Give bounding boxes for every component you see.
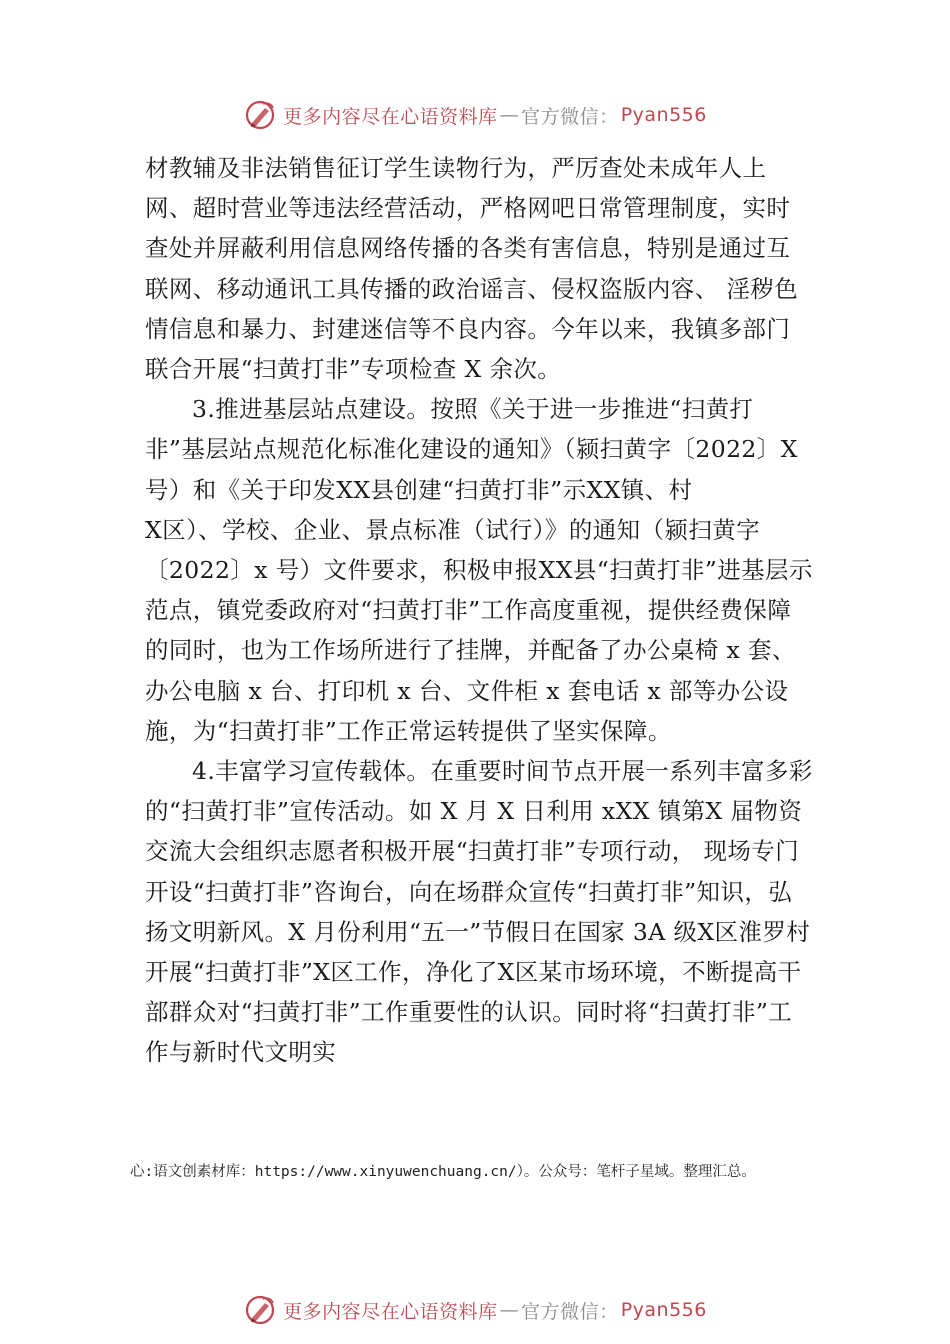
pen-circle-logo-icon (243, 1293, 277, 1327)
watermark-wechat-label: 官方微信： (521, 105, 619, 128)
watermark-brand: 更多内容尽在心语资料库 (283, 1300, 498, 1323)
paragraph-2: 3.推进基层站点建设。按照《关于进一步推进“扫黄打非”基层站点规范化标准化建设的通知》（颍扫黄字〔2022〕X 号）和《关于印发XX县创建“扫黄打非”示XX镇、村 (145, 395, 798, 504)
watermark-wechat-id: Pyan556 (620, 104, 707, 126)
footer-watermark (0, 1290, 950, 1330)
paragraph-3: X区）、学校、企业、景点标准（试行）》的通知（颍扫黄字〔2022〕x 号）文件要求，积极申报XX县“扫黄打非”进基层示范点，镇党委政府对“扫黄打非”工作高度重视，提供经费保障的同时，也为工作场所进行了挂牌，并配备了办公桌椅 x 套、办公电脑 x 台、打印机 x 台、文件柜 x 套电话 x 部等办公设施，为“扫黄打非”工作正常运转提供了坚实保障。 (145, 515, 813, 745)
paragraph-4: 4.丰富学习宣传载体。在重要时间节点开展一系列丰富多彩的“扫黄打非”宣传活动。如 X 月 X 日利用 xXX 镇第X 届物资交流大会组织志愿者积极开展“扫黄打非”专项行动， 现场专门开设“扫黄打非”咨询台，向在场群众宣传“扫黄打非”知识，弘扬文明新风。X 月份利用“五一”节假日在国家 3A 级X区淮罗村开展“扫黄打非”X区工作，净化了X区某市场环境，不断提高干部群众对“扫黄打非”工作重要性的认识。同时将“扫黄打非”工作与新时代文明实 (145, 757, 813, 1067)
watermark-wechat-id: Pyan556 (620, 1299, 707, 1321)
header-watermark (0, 95, 950, 135)
pen-circle-logo-icon (243, 98, 277, 132)
watermark-wechat-label: 官方微信： (521, 1300, 619, 1323)
paragraph-1: 材教辅及非法销售征订学生读物行为，严厉查处未成年人上网、超时营业等违法经营活动，严格网吧日常管理制度，实时查处并屏蔽利用信息网络传播的各类有害信息，特别是通过互联网、移动通讯工具传播的政治谣言、侵权盗版内容、 淫秽色情信息和暴力、封建迷信等不良内容。今年以来，我镇多部门联合开展“扫黄打非”专项检查 X 余次。 (145, 154, 799, 384)
watermark-separator: — (499, 1299, 520, 1321)
watermark-separator: — (499, 104, 520, 126)
document-body (145, 148, 813, 1073)
footer-note: 心:语文创素材库：https://www.xinyuwenchuang.cn/）。公众号：笔杆子星域。整理汇总。 (130, 1164, 756, 1180)
watermark-brand: 更多内容尽在心语资料库 (283, 105, 498, 128)
